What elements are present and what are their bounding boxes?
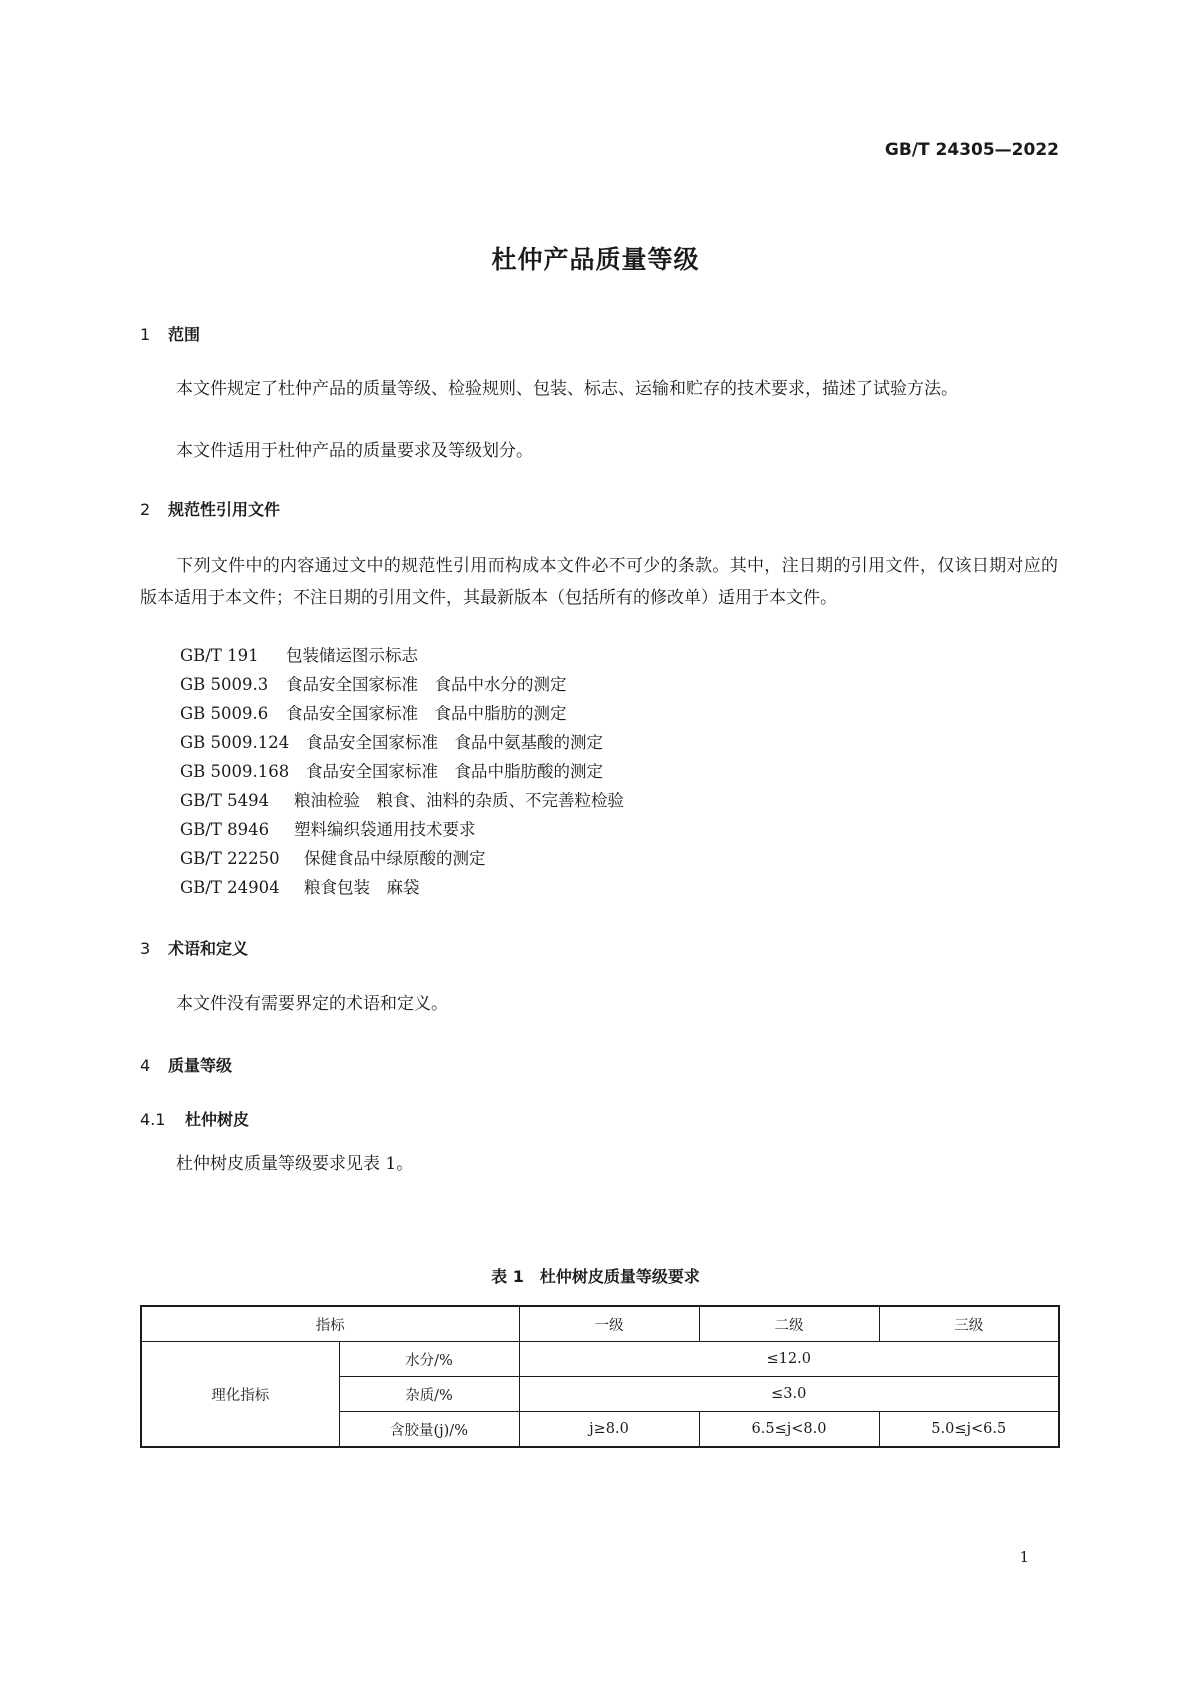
section-2-title: 规范性引用文件	[168, 500, 281, 519]
row-label-impurity: 杂质/%	[339, 1377, 519, 1412]
reference-title: 食品安全国家标准 食品中脂肪的测定	[286, 704, 567, 723]
group-label: 理化指标	[141, 1342, 339, 1448]
section-3-number: 3	[140, 939, 151, 958]
header-grade-2: 二级	[699, 1306, 879, 1342]
reference-item	[180, 816, 476, 840]
reference-code: GB 5009.124	[180, 733, 290, 752]
section-4-1-paragraph-text: 杜仲树皮质量等级要求见表 1。	[176, 1154, 414, 1174]
page-title: 杜仲产品质量等级	[491, 245, 700, 274]
header-grade-3: 三级	[879, 1306, 1059, 1342]
reference-item	[180, 729, 603, 753]
header-grade-1: 一级	[519, 1306, 699, 1342]
table-1-caption: 表 1 杜仲树皮质量等级要求	[491, 1267, 700, 1286]
reference-item	[180, 758, 603, 782]
section-1-paragraph-1	[140, 373, 1058, 405]
section-1-paragraph-1-text: 本文件规定了杜仲产品的质量等级、检验规则、包装、标志、运输和贮存的技术要求，描述了试验方法。	[176, 379, 958, 399]
table-row	[141, 1342, 1059, 1377]
header-indicator: 指标	[141, 1306, 519, 1342]
reference-code: GB/T 191	[180, 646, 259, 665]
table-header-row	[141, 1306, 1059, 1342]
section-4-1-paragraph	[140, 1148, 1058, 1180]
reference-item	[180, 874, 420, 898]
reference-title: 塑料编织袋通用技术要求	[294, 820, 476, 839]
section-4-title: 质量等级	[168, 1056, 233, 1075]
reference-title: 食品安全国家标准 食品中氨基酸的测定	[306, 733, 603, 752]
row-label-moisture: 水分/%	[339, 1342, 519, 1377]
value-impurity: ≤3.0	[519, 1377, 1059, 1412]
reference-item	[180, 700, 567, 724]
reference-item	[180, 642, 418, 666]
reference-code: GB/T 24904	[180, 878, 280, 897]
value-gum-grade-1: j≥8.0	[519, 1412, 699, 1448]
value-gum-grade-2: 6.5≤j<8.0	[699, 1412, 879, 1448]
section-2-number: 2	[140, 500, 151, 519]
section-2-paragraph	[140, 550, 1058, 614]
reference-code: GB/T 5494	[180, 791, 270, 810]
section-2-paragraph-text: 下列文件中的内容通过文中的规范性引用而构成本文件必不可少的条款。其中，注日期的引用文件，仅该日期对应的版本适用于本文件；不注日期的引用文件，其最新版本（包括所有的修改单）适用于本文件。	[140, 556, 1058, 608]
section-4-1-heading	[140, 1107, 249, 1130]
reference-title: 粮食包装 麻袋	[304, 878, 420, 897]
section-4-heading	[140, 1053, 232, 1076]
section-4-1-title: 杜仲树皮	[185, 1110, 250, 1129]
reference-title: 粮油检验 粮食、油料的杂质、不完善粒检验	[294, 791, 624, 810]
section-4-1-number: 4.1	[140, 1110, 166, 1129]
section-3-paragraph-text: 本文件没有需要界定的术语和定义。	[176, 994, 448, 1014]
reference-code: GB/T 22250	[180, 849, 280, 868]
section-1-number: 1	[140, 325, 151, 344]
section-1-paragraph-2	[140, 435, 1058, 467]
reference-item	[180, 671, 567, 695]
reference-code: GB 5009.6	[180, 704, 269, 723]
row-label-gum-content: 含胶量(j)/%	[339, 1412, 519, 1448]
section-3-title: 术语和定义	[168, 939, 249, 958]
section-4-number: 4	[140, 1056, 151, 1075]
document-number: GB/T 24305—2022	[884, 140, 1059, 160]
reference-item	[180, 845, 486, 869]
reference-item	[180, 787, 624, 811]
reference-title: 食品安全国家标准 食品中脂肪酸的测定	[306, 762, 603, 781]
section-3-heading	[140, 936, 248, 959]
section-1-title: 范围	[168, 325, 201, 344]
value-moisture: ≤12.0	[519, 1342, 1059, 1377]
reference-code: GB 5009.3	[180, 675, 269, 694]
reference-code: GB 5009.168	[180, 762, 290, 781]
table-1	[140, 1305, 1060, 1448]
reference-code: GB/T 8946	[180, 820, 270, 839]
reference-title: 包装储运图示标志	[286, 646, 418, 665]
section-1-heading	[140, 322, 200, 345]
value-gum-grade-3: 5.0≤j<6.5	[879, 1412, 1059, 1448]
page-number: 1	[1019, 1548, 1029, 1566]
reference-title: 保健食品中绿原酸的测定	[304, 849, 486, 868]
section-3-paragraph	[140, 988, 1058, 1020]
section-1-paragraph-2-text: 本文件适用于杜仲产品的质量要求及等级划分。	[176, 441, 533, 461]
section-2-heading	[140, 497, 280, 520]
reference-title: 食品安全国家标准 食品中水分的测定	[286, 675, 567, 694]
